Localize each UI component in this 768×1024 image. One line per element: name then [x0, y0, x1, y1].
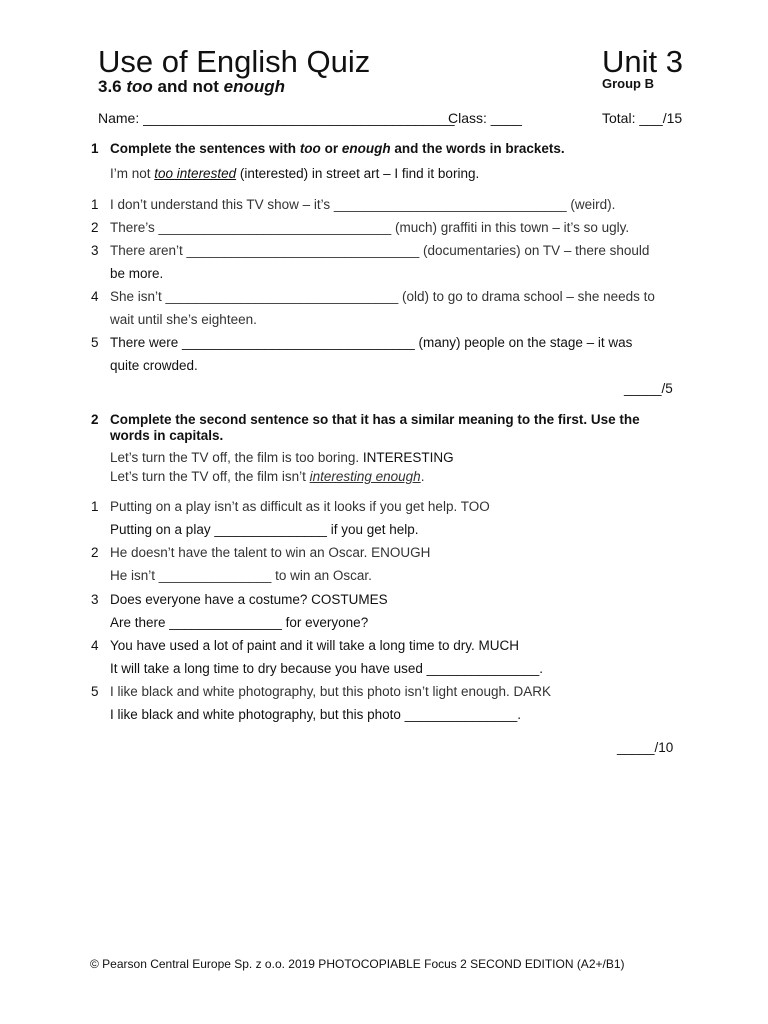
ex1-head-or: or: [324, 141, 339, 156]
class-field[interactable]: Class: ____: [448, 110, 522, 126]
ex2-number: 2: [91, 412, 99, 427]
ex1-item-number: 4: [91, 289, 99, 304]
ex1-item-line[interactable]: I don’t understand this TV show – it’s _______________________________ (weird).: [110, 197, 616, 212]
ex1-item-line-cont: quite crowded.: [110, 358, 198, 373]
ex2-item-number: 1: [91, 499, 99, 514]
ex1-item-line[interactable]: There aren’t _______________________________ (documentaries) on TV – there should: [110, 243, 650, 258]
ex2-item-answer-line[interactable]: It will take a long time to dry because you have used _______________.: [110, 661, 544, 676]
quiz-title: Use of English Quiz: [98, 44, 371, 79]
ex1-head-too: too: [299, 141, 321, 156]
ex2-example-line2: [110, 469, 424, 484]
ex1-example-b: (interested) in street art – I find it boring.: [236, 166, 480, 181]
group-label: Group B: [602, 76, 654, 91]
ex1-item-line[interactable]: There were _______________________________ (many) people on the stage – it was: [110, 335, 633, 350]
ex2-item-answer-line[interactable]: Putting on a play _______________ if you get help.: [110, 522, 419, 537]
copyright-footer: © Pearson Central Europe Sp. z o.o. 2019 PHOTOCOPIABLE Focus 2 SECOND EDITION (A2+/B1): [90, 957, 625, 971]
ex2-item-prompt: I like black and white photography, but this photo isn’t light enough. DARK: [110, 684, 552, 699]
ex1-item-line[interactable]: She isn’t _______________________________ (old) to go to drama school – she needs to: [110, 289, 655, 304]
ex2-item-prompt: Does everyone have a costume? COSTUMES: [110, 592, 388, 607]
ex1-example-answer: too interested: [154, 166, 237, 181]
ex1-instruction: [110, 141, 565, 156]
ex1-item-number: 3: [91, 243, 99, 258]
ex1-head-a: Complete the sentences with: [110, 141, 297, 156]
subtitle-mid: and not: [157, 77, 219, 96]
ex2-item-answer-line[interactable]: Are there _______________ for everyone?: [110, 615, 369, 630]
ex2-item-number: 2: [91, 545, 99, 560]
ex2-example-1b: INTERESTING: [359, 450, 454, 465]
ex1-item-line-cont: be more.: [110, 266, 164, 281]
unit-label: Unit 3: [602, 44, 683, 79]
subtitle-enough: enough: [223, 77, 286, 96]
lesson-subtitle: [98, 77, 285, 97]
ex1-example-a: I’m not: [110, 166, 151, 181]
ex2-item-prompt: You have used a lot of paint and it will take a long time to dry. MUCH: [110, 638, 519, 653]
ex1-example: [110, 166, 479, 181]
lesson-number: 3.6: [98, 77, 122, 96]
ex1-item-line[interactable]: There’s _______________________________ (much) graffiti in this town – it’s so ugly.: [110, 220, 630, 235]
ex1-item-number: 1: [91, 197, 99, 212]
name-field[interactable]: Name: ________________________________________: [98, 110, 455, 126]
ex2-score[interactable]: _____/10: [617, 740, 674, 755]
ex1-number: 1: [91, 141, 99, 156]
ex2-example-1a: Let’s turn the TV off, the film is too boring.: [110, 450, 360, 465]
ex1-item-line-cont: wait until she’s eighteen.: [110, 312, 257, 327]
ex2-example-2a: Let’s turn the TV off, the film isn’t: [110, 469, 310, 484]
ex2-item-prompt: Putting on a play isn’t as difficult as it looks if you get help. TOO: [110, 499, 490, 514]
ex2-item-number: 5: [91, 684, 99, 699]
ex1-item-number: 5: [91, 335, 99, 350]
ex2-item-number: 3: [91, 592, 99, 607]
ex2-example-2b: .: [420, 469, 425, 484]
ex2-item-answer-line[interactable]: He isn’t _______________ to win an Oscar.: [110, 568, 372, 583]
ex2-example-answer: interesting enough: [309, 469, 421, 484]
ex2-item-prompt: He doesn’t have the talent to win an Oscar. ENOUGH: [110, 545, 431, 560]
ex2-instruction-line1: Complete the second sentence so that it has a similar meaning to the first. Use the: [110, 412, 640, 427]
ex1-head-enough: enough: [341, 141, 391, 156]
subtitle-too: too: [126, 77, 153, 96]
ex2-item-number: 4: [91, 638, 99, 653]
total-field: Total: ___/15: [602, 110, 683, 126]
ex1-head-b: and the words in brackets.: [394, 141, 565, 156]
ex2-instruction-line2: words in capitals.: [110, 428, 224, 443]
ex2-item-answer-line[interactable]: I like black and white photography, but this photo _______________.: [110, 707, 522, 722]
ex1-score[interactable]: _____/5: [624, 381, 673, 396]
ex2-example-line1: [110, 450, 454, 465]
ex1-item-number: 2: [91, 220, 99, 235]
